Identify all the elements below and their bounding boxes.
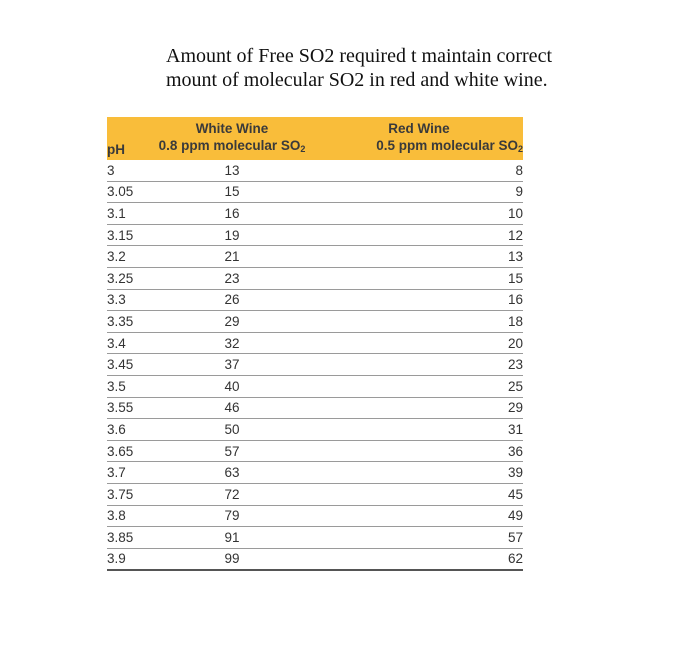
cell-white-wine: 46: [157, 397, 307, 419]
table-row: [107, 440, 523, 462]
cell-red-wine: 9: [307, 181, 523, 203]
title-line-2: mount of molecular SO2 in red and white wine.: [166, 69, 548, 91]
header-red-wine-name: Red Wine: [388, 121, 450, 136]
table-row: [107, 203, 523, 225]
table-row: [107, 505, 523, 527]
table-row: [107, 332, 523, 354]
document-title: [166, 44, 626, 92]
cell-red-wine: 57: [307, 527, 523, 549]
table-row: [107, 224, 523, 246]
cell-red-wine: 8: [307, 160, 523, 181]
cell-white-wine: 40: [157, 375, 307, 397]
cell-white-wine: 21: [157, 246, 307, 268]
cell-red-wine: 16: [307, 289, 523, 311]
table-header: [107, 117, 523, 160]
header-row: [107, 117, 523, 160]
cell-white-wine: 99: [157, 548, 307, 570]
table-row: [107, 311, 523, 333]
cell-ph: 3.25: [107, 267, 157, 289]
table-row: [107, 289, 523, 311]
cell-white-wine: 91: [157, 527, 307, 549]
cell-red-wine: 23: [307, 354, 523, 376]
table-row: [107, 267, 523, 289]
title-line-1: Amount of Free SO2 required t maintain correct: [166, 45, 552, 67]
cell-ph: 3.3: [107, 289, 157, 311]
cell-ph: 3.8: [107, 505, 157, 527]
cell-red-wine: 25: [307, 375, 523, 397]
cell-ph: 3.75: [107, 483, 157, 505]
header-white-wine-name: White Wine: [195, 121, 269, 136]
cell-red-wine: 13: [307, 246, 523, 268]
cell-white-wine: 32: [157, 332, 307, 354]
cell-red-wine: 49: [307, 505, 523, 527]
table-row: [107, 548, 523, 570]
so2-table: [107, 117, 523, 571]
header-red-wine: [307, 117, 523, 160]
header-white-wine-sub: 0.8 ppm molecular $SO_2$: [158, 138, 306, 154]
table-row: [107, 527, 523, 549]
cell-ph: 3.7: [107, 462, 157, 484]
cell-ph: 3.35: [107, 311, 157, 333]
cell-white-wine: 16: [157, 203, 307, 225]
cell-white-wine: 15: [157, 181, 307, 203]
cell-white-wine: 19: [157, 224, 307, 246]
cell-red-wine: 29: [307, 397, 523, 419]
cell-ph: 3.6: [107, 419, 157, 441]
cell-white-wine: 50: [157, 419, 307, 441]
cell-white-wine: 23: [157, 267, 307, 289]
cell-red-wine: 62: [307, 548, 523, 570]
cell-ph: 3.85: [107, 527, 157, 549]
cell-red-wine: 18: [307, 311, 523, 333]
cell-red-wine: 45: [307, 483, 523, 505]
cell-red-wine: 39: [307, 462, 523, 484]
cell-ph: 3.5: [107, 375, 157, 397]
table-row: [107, 375, 523, 397]
cell-red-wine: 15: [307, 267, 523, 289]
cell-red-wine: 12: [307, 224, 523, 246]
table-row: [107, 397, 523, 419]
table-row: [107, 462, 523, 484]
cell-ph: 3.05: [107, 181, 157, 203]
table-row: [107, 354, 523, 376]
cell-white-wine: 26: [157, 289, 307, 311]
cell-ph: 3.55: [107, 397, 157, 419]
cell-ph: 3.4: [107, 332, 157, 354]
header-ph: pH: [107, 142, 125, 157]
cell-ph: 3.2: [107, 246, 157, 268]
cell-ph: 3.15: [107, 224, 157, 246]
cell-ph: 3.45: [107, 354, 157, 376]
cell-white-wine: 13: [157, 160, 307, 181]
cell-white-wine: 72: [157, 483, 307, 505]
table-row: [107, 181, 523, 203]
cell-ph: 3.65: [107, 440, 157, 462]
cell-red-wine: 36: [307, 440, 523, 462]
table-row: [107, 246, 523, 268]
cell-white-wine: 57: [157, 440, 307, 462]
cell-white-wine: 37: [157, 354, 307, 376]
cell-red-wine: 20: [307, 332, 523, 354]
cell-white-wine: 63: [157, 462, 307, 484]
table-row: [107, 483, 523, 505]
cell-red-wine: 10: [307, 203, 523, 225]
cell-ph: 3: [107, 160, 157, 181]
cell-white-wine: 79: [157, 505, 307, 527]
header-white-wine: [157, 117, 307, 160]
cell-white-wine: 29: [157, 311, 307, 333]
cell-red-wine: 31: [307, 419, 523, 441]
cell-ph: 3.9: [107, 548, 157, 570]
table-row: [107, 419, 523, 441]
table-body: [107, 160, 523, 570]
table-row: [107, 160, 523, 181]
cell-ph: 3.1: [107, 203, 157, 225]
header-red-wine-sub: 0.5 ppm molecular $SO_2$: [376, 138, 523, 154]
